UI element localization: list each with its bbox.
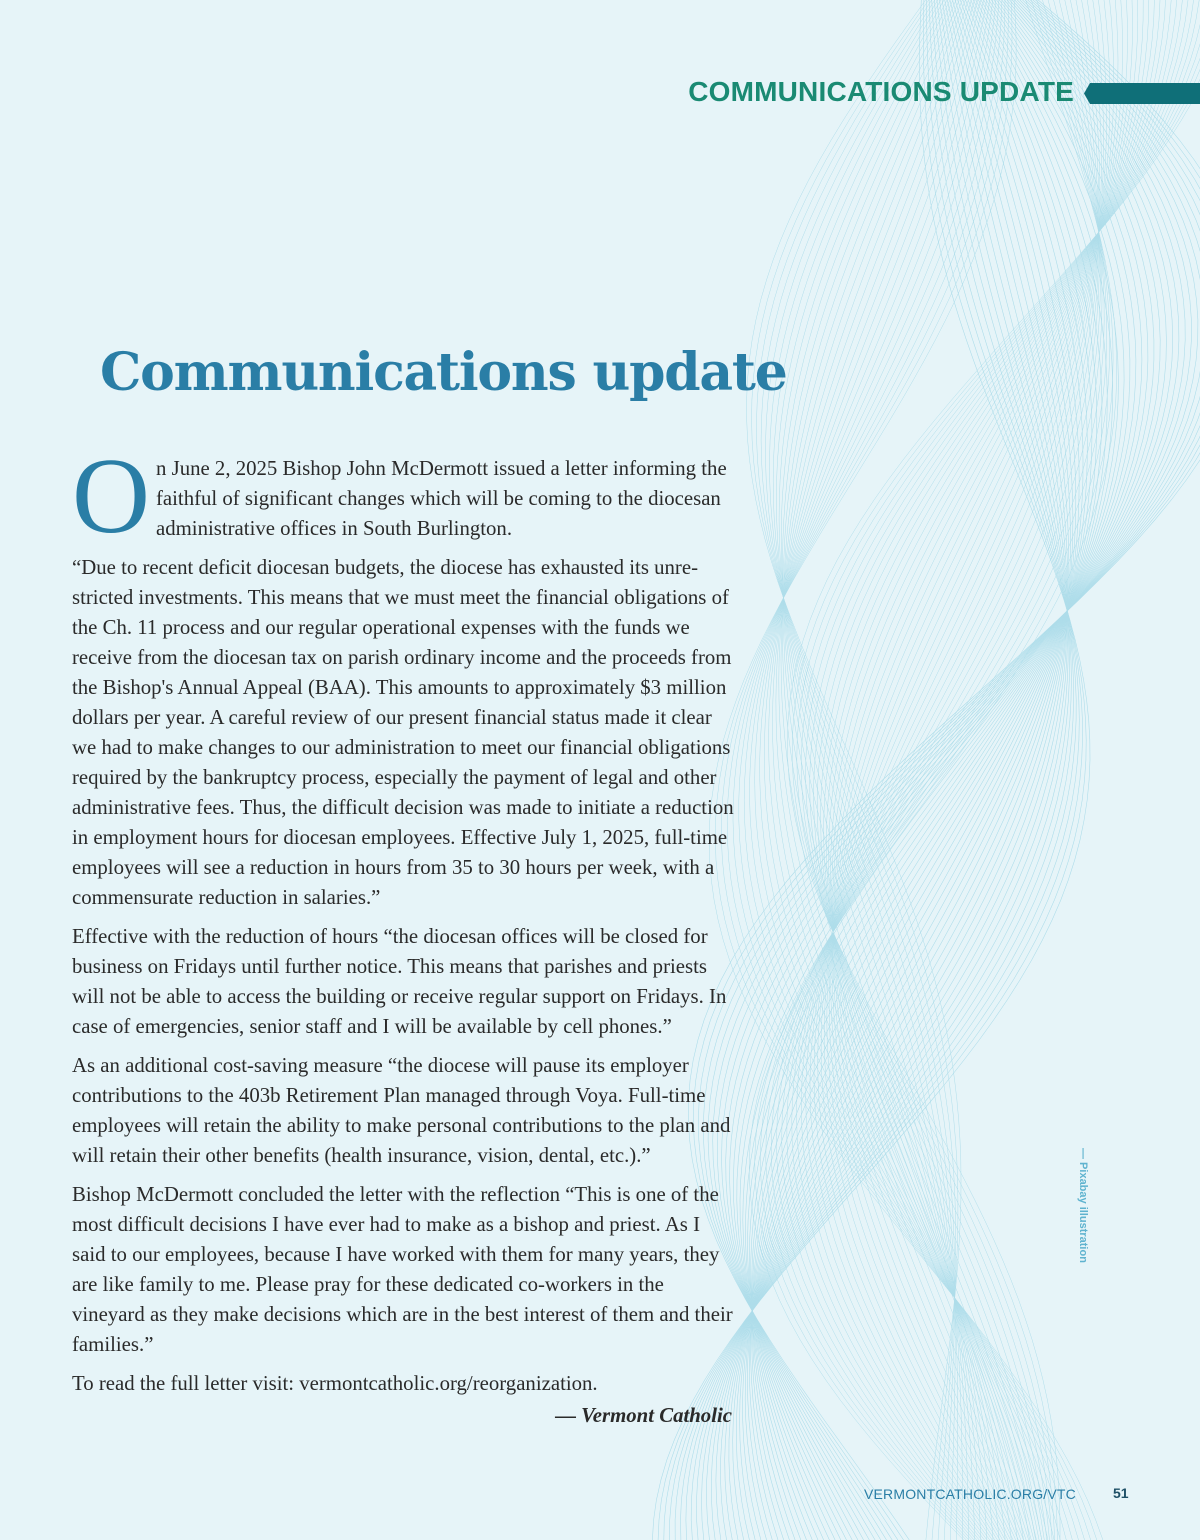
letter-link-paragraph: To read the full letter visit: vermontcatholic.org/reorganization. xyxy=(72,1372,598,1395)
wave-line xyxy=(781,0,981,1540)
wave-line xyxy=(831,0,1133,1540)
wave-line xyxy=(760,0,1052,1540)
wave-line xyxy=(827,0,1123,1540)
wave-line xyxy=(716,0,1069,1540)
wave-line xyxy=(688,0,1200,1540)
wave-line xyxy=(725,0,1073,1540)
wave-line xyxy=(739,0,1077,1540)
wave-line xyxy=(681,0,1074,1540)
wave-line xyxy=(686,0,1072,1540)
body-paragraph: As an additional cost-saving measure “the diocese will pause its employer contributions to the 403b Retirement Plan managed through Voya. Full-time employees will retain the ability to make personal contributions to the plan and will retain their other benefits (health insurance, vision, dental, etc.).” xyxy=(72,1054,731,1167)
wave-line xyxy=(829,0,1173,1540)
footer-url: VERMONTCATHOLIC.ORG/VTC xyxy=(863,1486,1076,1502)
article-title: Communications update xyxy=(100,342,787,403)
wave-line xyxy=(747,0,1102,1540)
wave-line xyxy=(675,0,1076,1540)
wave-line xyxy=(787,0,1099,1540)
wave-line xyxy=(783,0,988,1540)
wave-line xyxy=(702,0,1068,1540)
drop-cap: O xyxy=(72,437,150,556)
page-number: 51 xyxy=(1113,1485,1129,1501)
wave-line xyxy=(721,0,1096,1540)
article-byline: — Vermont Catholic xyxy=(555,1404,732,1427)
section-label: COMMUNICATIONS UPDATE xyxy=(688,76,1074,107)
article-body xyxy=(72,437,734,1408)
wave-line xyxy=(824,0,1118,1540)
body-paragraph: Effective with the reduction of hours “the diocesan offices will be closed for business on Fridays until further notice. This means that parishes and priests will not be able to access the building or receive regular support on Fridays. In case of emergencies, senior staff and I will be available by cell phones.” xyxy=(72,925,727,1038)
wave-line xyxy=(833,0,1143,1540)
wave-line xyxy=(776,0,1026,1540)
body-paragraph: “Due to recent deficit diocesan budgets, the diocese has exhausted its unrestricted investments. This means that we must meet the financial obligations of the Ch. 11 process and our regular operational expenses with the funds we receive from the diocesan tax on parish ordinary income and the proceeds from the Bishop's Annual Appeal (BAA). This amounts to approximately $3 million dollars per year. A careful review of our present financial status made it clear we had to make changes to our administration to meet our financial obligations required by the bankruptcy process, especially the payment of legal and other administrative fees. Thus, the difficult decision was made to initiate a reduction in employment hours for diocesan employees. Effective July 1, 2025, full-time employees will see a reduction in hours from 35 to 30 hours per week, with a commensurate reduction in salaries.” xyxy=(72,556,734,909)
section-tab-marker xyxy=(1084,83,1200,104)
intro-text: n June 2, 2025 Bishop John McDermott issued a letter informing the faithful of significant changes which will be coming to the diocesan administrative offices in South Burlington. xyxy=(156,457,727,540)
wave-line xyxy=(748,0,1154,1540)
wave-line xyxy=(745,0,1097,1540)
intro-paragraph xyxy=(72,437,734,556)
wave-line xyxy=(771,0,1104,1540)
image-credit: — Pixabay illustration xyxy=(1077,1148,1089,1263)
wave-line xyxy=(810,0,1200,1540)
wave-line xyxy=(743,0,1092,1540)
wave-line xyxy=(703,0,1200,1540)
body-paragraph: Bishop McDermott concluded the letter with the reflection “This is one of the most difficult decisions I have ever had to make as a bishop and priest. As I said to our employees, because I have worked with them for many years, they are like family to me. Please pray for these dedicated co-workers in the vineyard as they make decisions which are in the best interest of them and their families.” xyxy=(72,1183,733,1356)
wave-line xyxy=(770,0,958,1540)
wave-line xyxy=(721,0,1071,1540)
wave-line xyxy=(824,0,1184,1540)
wave-line xyxy=(755,0,1113,1540)
